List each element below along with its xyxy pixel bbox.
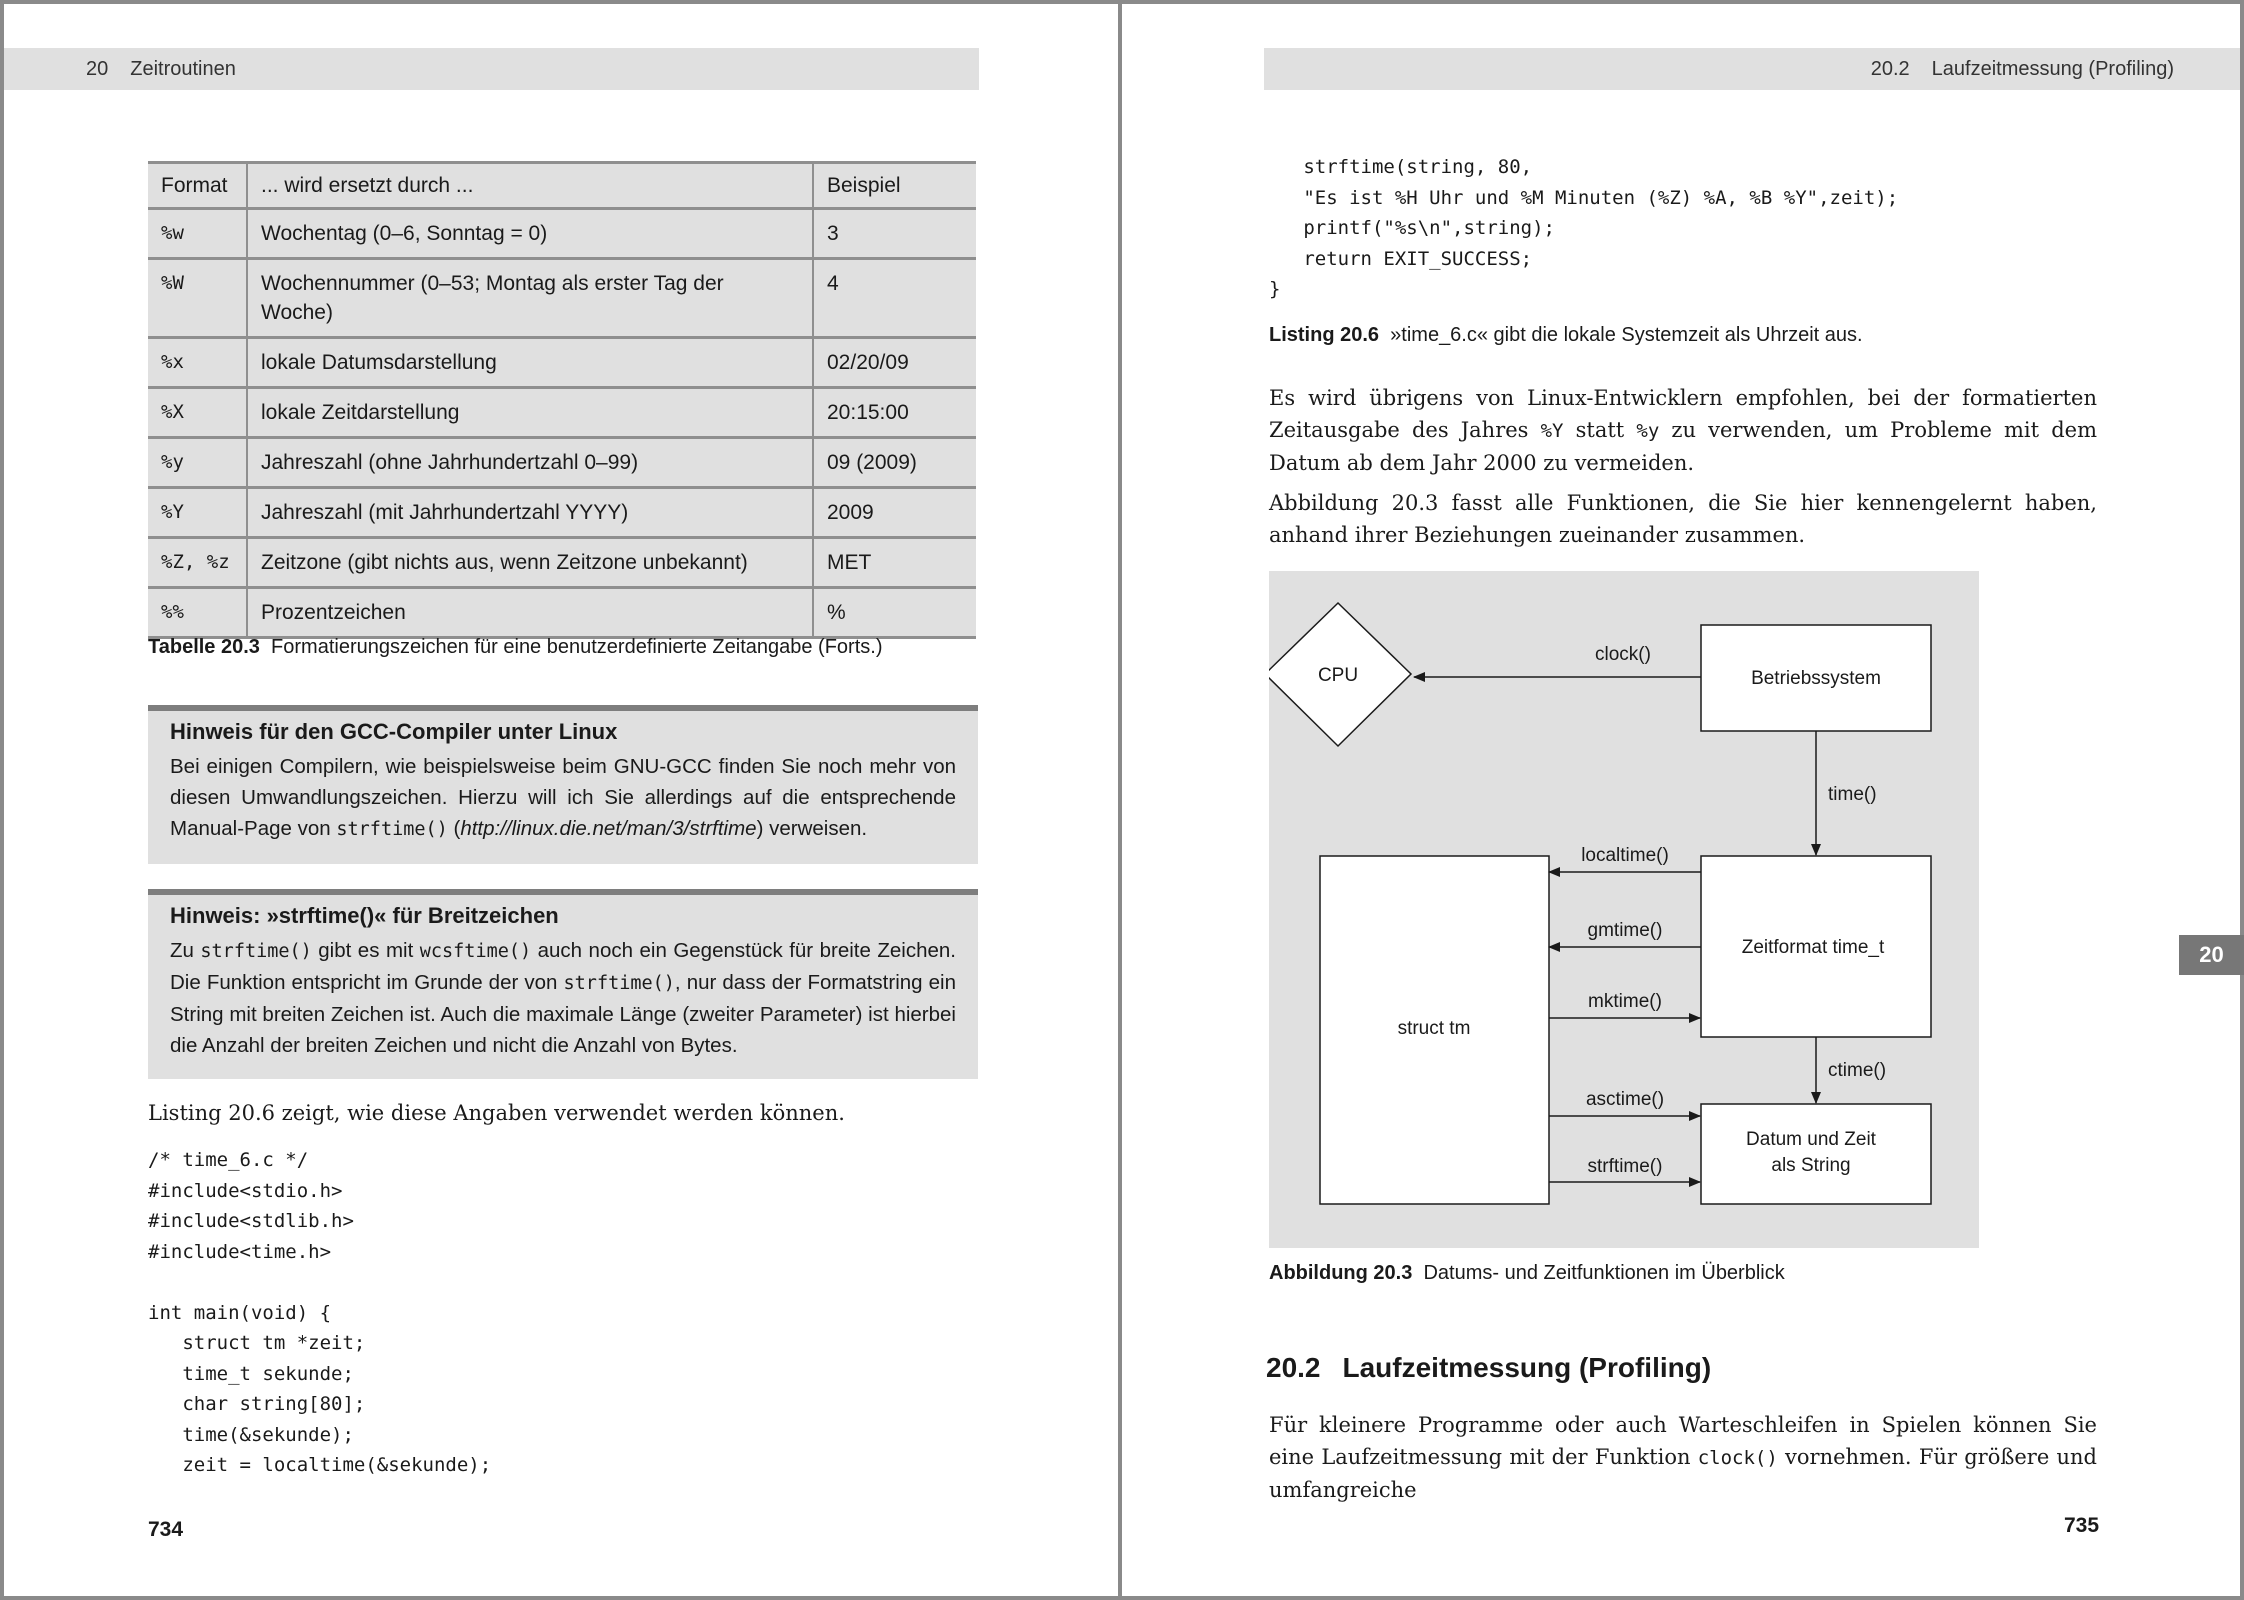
- figure-caption-label: Abbildung 20.3: [1269, 1262, 1413, 1284]
- paragraph-part: zu verwenden, um Probleme mit dem Datum ab dem Jahr 2000 zu vermeiden.: [1269, 418, 2098, 475]
- hint-text: [170, 935, 956, 1061]
- format-table: [148, 161, 976, 639]
- listing-caption: [1269, 324, 1863, 347]
- inline-code: wcsftime(): [419, 941, 532, 962]
- hint-title: Hinweis: »strftime()« für Breitzeichen: [170, 903, 559, 928]
- paragraph-part: vornehmen. Für größere und umfangreiche: [1269, 1445, 2097, 1502]
- inline-code: strftime(): [200, 941, 312, 962]
- table-caption-label: Tabelle 20.3: [148, 636, 260, 658]
- table-cell-format: %y: [148, 438, 247, 488]
- table-header: Beispiel: [813, 163, 976, 209]
- struct-tm-label: struct tm: [1397, 1018, 1471, 1039]
- diagram-svg: [1269, 571, 1979, 1248]
- table-row: [148, 588, 976, 638]
- table-cell-example: 4: [813, 259, 976, 338]
- localtime-label: localtime(): [1581, 845, 1669, 866]
- paragraph-part: Für kleinere Programme oder auch Warteschleifen in Spielen können Sie eine Laufzeitmessung mit der Funktion: [1269, 1413, 2097, 1469]
- paragraph-profiling: [1269, 1409, 2097, 1506]
- table-cell-description: Wochennummer (0–53; Montag als erster Tag der Woche): [247, 259, 813, 338]
- table-header-row: [148, 163, 976, 209]
- table-cell-description: Wochentag (0–6, Sonntag = 0): [247, 209, 813, 259]
- manual-url-link[interactable]: http://linux.die.net/man/3/strftime: [460, 817, 757, 840]
- paragraph-part: Es wird übrigens von Linux-Entwicklern empfohlen, bei der formatierten Zeitausgabe des Jahres: [1269, 386, 2097, 442]
- listing-caption-text: »time_6.c« gibt die lokale Systemzeit als Uhrzeit aus.: [1390, 324, 1863, 346]
- paragraph-year-format: [1269, 382, 2097, 479]
- figure-caption-text: Datums- und Zeitfunktionen im Überblick: [1423, 1262, 1785, 1284]
- table-cell-example: MET: [813, 538, 976, 588]
- hint-box-strftime: [148, 889, 978, 1079]
- hint-text: [170, 751, 956, 845]
- code-listing-part1: /* time_6.c */ #include<stdio.h> #include<stdlib.h> #include<time.h> int main(void) { struct tm *zeit; time_t sekunde; char string[80]; time(&sekunde); zeit = localtime(&sekunde);: [148, 1149, 492, 1476]
- table-cell-example: 2009: [813, 488, 976, 538]
- hint-text-part: gibt es mit: [311, 939, 420, 962]
- table-cell-example: 20:15:00: [813, 388, 976, 438]
- table-header: Format: [148, 163, 247, 209]
- inline-code: strftime(): [563, 973, 675, 994]
- hint-text-part: auch noch ein Gegenstück für breite Zeichen. Die Funktion entspricht im Grunde der von: [170, 939, 956, 994]
- table-row: [148, 538, 976, 588]
- date-string-node: [1701, 1104, 1931, 1204]
- date-string-label-line1: Datum und Zeit: [1746, 1129, 1876, 1150]
- table-cell-example: 3: [813, 209, 976, 259]
- left-page: [0, 0, 1118, 1600]
- hint-text-part: Bei einigen Compilern, wie beispielsweise beim GNU-GCC finden Sie noch mehr von diesen Umwandlungszeichen. Hierzu will ich Sie allerdings auf die entsprechende Manual-Page von: [170, 755, 956, 840]
- section-heading-number: 20.2: [1266, 1352, 1321, 1383]
- table-cell-example: 02/20/09: [813, 338, 976, 388]
- table-cell-description: Zeitzone (gibt nichts aus, wenn Zeitzone unbekannt): [247, 538, 813, 588]
- mktime-label: mktime(): [1588, 991, 1662, 1012]
- chapter-thumb-tab: 20: [2179, 935, 2244, 975]
- table-caption: [148, 636, 882, 659]
- hint-box-gcc: [148, 705, 978, 864]
- ctime-label: ctime(): [1828, 1060, 1887, 1081]
- section-heading: [1266, 1352, 1711, 1384]
- inline-code: clock(): [1697, 1447, 1778, 1469]
- hint-text-part: ) verweisen.: [756, 817, 868, 840]
- table-row: [148, 259, 976, 338]
- chapter-number: 20: [86, 58, 109, 80]
- table-cell-format: %%: [148, 588, 247, 638]
- table-cell-format: %W: [148, 259, 247, 338]
- table-row: [148, 388, 976, 438]
- page-number-right: 735: [2064, 1514, 2100, 1537]
- running-head-right: [1264, 48, 2240, 90]
- table-caption-text: Formatierungszeichen für eine benutzerdefinierte Zeitangabe (Forts.): [271, 636, 883, 658]
- strftime-label: strftime(): [1587, 1156, 1663, 1177]
- table-cell-description: lokale Datumsdarstellung: [247, 338, 813, 388]
- table-header: ... wird ersetzt durch ...: [247, 163, 813, 209]
- table-row: [148, 338, 976, 388]
- table-cell-description: Prozentzeichen: [247, 588, 813, 638]
- clock-label: clock(): [1595, 644, 1651, 665]
- hint-title: Hinweis für den GCC-Compiler unter Linux: [170, 719, 618, 744]
- table-row: [148, 488, 976, 538]
- table-cell-format: %x: [148, 338, 247, 388]
- table-cell-example: 09 (2009): [813, 438, 976, 488]
- table-cell-example: %: [813, 588, 976, 638]
- table-cell-description: lokale Zeitdarstellung: [247, 388, 813, 438]
- date-string-label-line2: als String: [1771, 1155, 1851, 1176]
- gmtime-label: gmtime(): [1587, 920, 1663, 941]
- section-number: 20.2: [1870, 58, 1910, 80]
- figure-caption: [1269, 1262, 1785, 1285]
- table-cell-format: %X: [148, 388, 247, 438]
- asctime-label: asctime(): [1585, 1089, 1665, 1110]
- paragraph-figure-intro: Abbildung 20.3 fasst alle Funktionen, die Sie hier kennengelernt haben, anhand ihrer Beziehungen zueinander zusammen.: [1269, 491, 2097, 547]
- section-title: Laufzeitmessung (Profiling): [1931, 58, 2174, 80]
- hint-text-part: (: [447, 817, 461, 840]
- running-head-left: [4, 48, 979, 90]
- time-label: time(): [1828, 784, 1877, 805]
- hint-text-part: Zu: [170, 939, 201, 962]
- table-row: [148, 438, 976, 488]
- table-row: [148, 209, 976, 259]
- hint-text-part: , nur dass der Formatstring ein String mit breiten Zeichen ist. Auch die maximale Länge (zweiter Parameter) ist hierbei die Anzahl der breiten Zeichen und nicht die Anzahl von Bytes.: [170, 971, 956, 1057]
- cpu-label: CPU: [1317, 665, 1359, 686]
- inline-code: %y: [1636, 420, 1660, 442]
- table-cell-format: %Z, %z: [148, 538, 247, 588]
- inline-code: strftime(): [336, 819, 448, 840]
- code-listing-part2: strftime(string, 80, "Es ist %H Uhr und %M Minuten (%Z) %A, %B %Y",zeit); printf("%s\n",string); return EXIT_SUCCESS; }: [1269, 156, 1899, 300]
- page-number-left: 734: [148, 1518, 184, 1541]
- listing-caption-label: Listing 20.6: [1269, 324, 1380, 346]
- chapter-title: Zeitroutinen: [130, 58, 236, 80]
- table-cell-format: %w: [148, 209, 247, 259]
- table-cell-description: Jahreszahl (mit Jahrhundertzahl YYYY): [247, 488, 813, 538]
- paragraph-part: statt: [1563, 418, 1637, 442]
- time-t-label: Zeitformat time_t: [1741, 937, 1885, 958]
- os-label: Betriebssystem: [1751, 668, 1881, 689]
- listing-intro-text: Listing 20.6 zeigt, wie diese Angaben verwendet werden können.: [148, 1101, 845, 1125]
- table-cell-description: Jahreszahl (ohne Jahrhundertzahl 0–99): [247, 438, 813, 488]
- time-functions-diagram: [1269, 571, 1979, 1248]
- inline-code: %Y: [1540, 420, 1564, 442]
- table-cell-format: %Y: [148, 488, 247, 538]
- section-heading-title: Laufzeitmessung (Profiling): [1342, 1352, 1712, 1383]
